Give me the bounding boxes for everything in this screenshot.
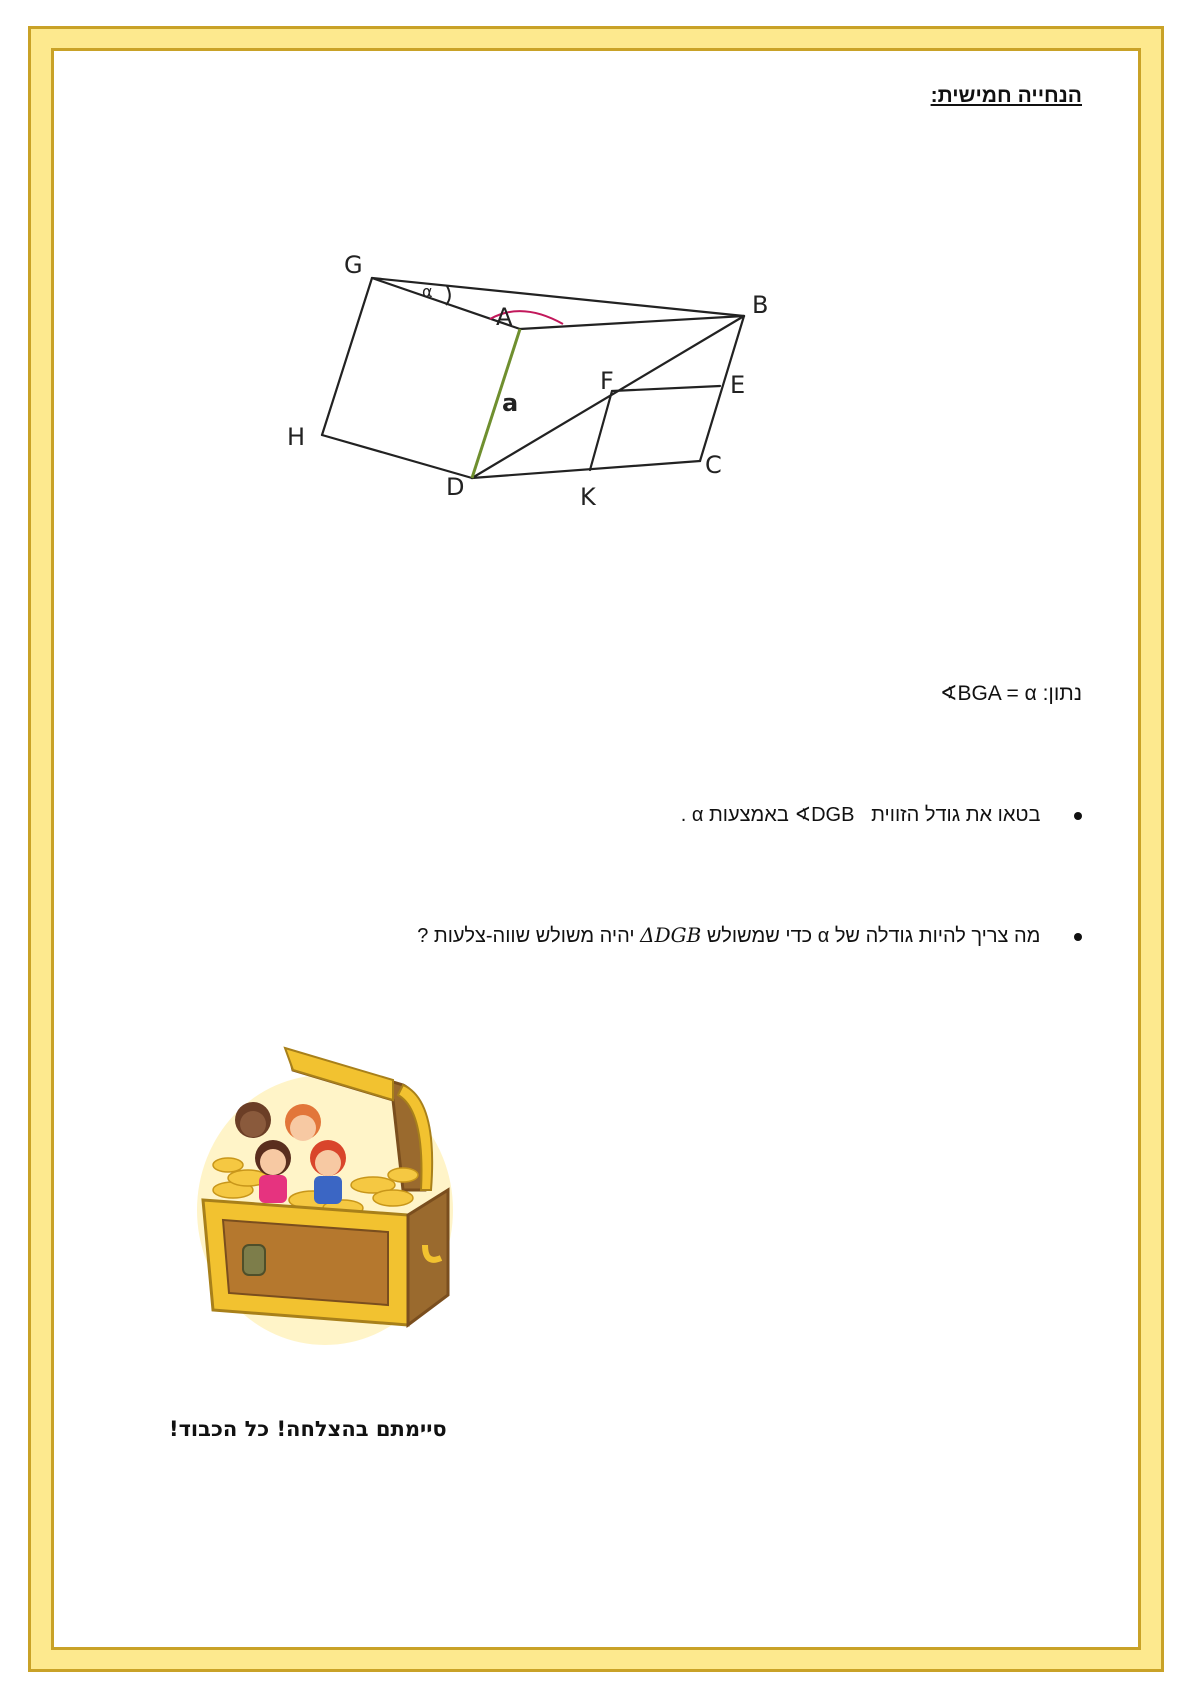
bullet-2-triangle: ΔDGB [640, 923, 702, 947]
list-item [200, 802, 1082, 827]
label-a: a [502, 389, 519, 417]
bullet-1-text: בטאו את גודל הזווית [871, 804, 1041, 826]
label-B: B [752, 291, 769, 319]
bullet-1-angle: ∢DGB [794, 804, 855, 826]
label-F: F [600, 367, 614, 395]
label-K: K [580, 483, 596, 511]
segment-FE [612, 386, 720, 391]
bullet-1-after: באמצעות α . [680, 804, 789, 826]
list-item [200, 923, 1082, 948]
segment-HD [322, 435, 472, 478]
segment-AB [520, 316, 744, 329]
label-alpha: α [422, 282, 433, 301]
label-A: A [496, 303, 513, 331]
segment-FK [590, 391, 612, 470]
bullet-icon [1074, 812, 1082, 820]
segment-GH [322, 278, 372, 435]
geometry-diagram [260, 205, 860, 585]
given-statement [940, 681, 1082, 706]
label-H: H [287, 423, 306, 451]
treasure-chest-image [193, 1040, 458, 1345]
label-D: D [446, 473, 465, 501]
bullet-2-text: מה צריך להיות גודלה של α כדי שמשולש [706, 925, 1041, 947]
page-title: הנחייה חמישית: [930, 84, 1082, 107]
given-label: נתון: [1042, 682, 1082, 705]
completion-message: סיימתם בהצלחה! כל הכבוד! [169, 1417, 447, 1441]
angle-alpha-arc [446, 286, 450, 305]
label-G: G [344, 251, 363, 279]
given-expression: ∢BGA = α [939, 682, 1037, 705]
bullet-2-after: יהיה משולש שווה-צלעות ? [417, 925, 635, 947]
bullet-icon [1074, 933, 1082, 941]
label-E: E [730, 371, 746, 399]
segment-DC [472, 461, 700, 478]
label-C: C [705, 451, 722, 479]
